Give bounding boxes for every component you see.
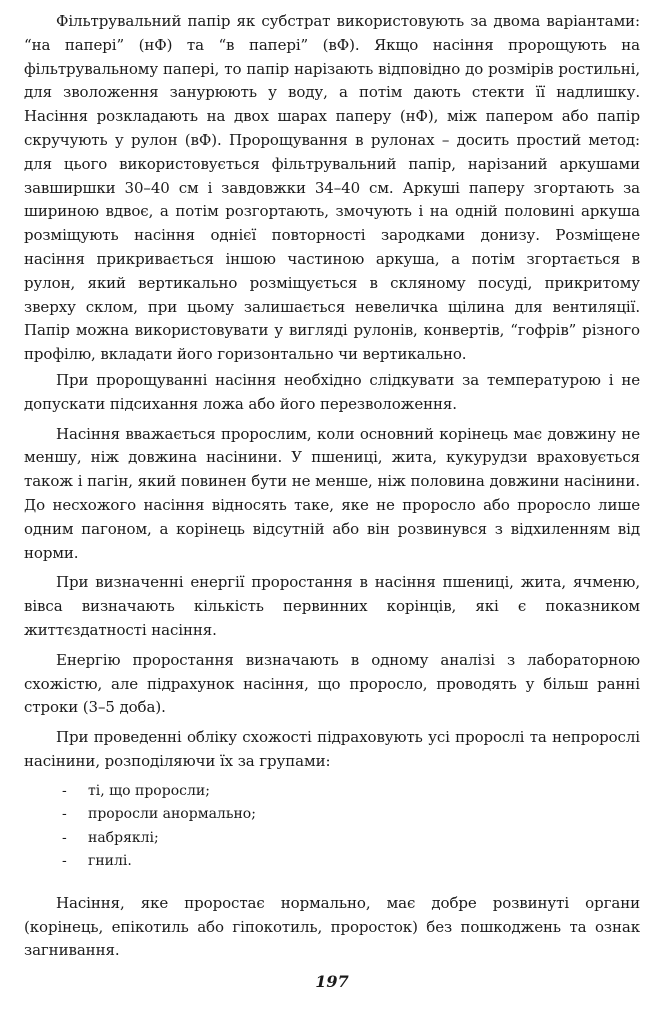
paragraph-sprouted-definition: Насіння вважається пророслим, коли основний корінець має довжину не меншу, ніж довжина насінини. У пшениці, жита, кукурудзи враховується також і пагін, який повинен бути не менше, ніж половина довжини насінини. До несхожого насіння відносять таке, яке не проросло або проросло лише одним пагоном, а корінець відсутній або він розвинувся з відхиленням від норми.	[24, 424, 640, 562]
list-item-text: гнилі.	[88, 853, 132, 870]
paragraph-temperature: При пророщуванні насіння необхідно слідкувати за температурою і не допускати підсихання ложа або його перезволоження.	[24, 370, 640, 413]
list-marker: -	[62, 853, 67, 870]
paragraph-counting: При проведенні обліку схожості підраховують усі пророслі та непророслі насінини, розподіляючи їх за групами:	[24, 728, 640, 770]
list-item	[62, 850, 640, 874]
paragraph-normal-sprouting: Насіння, яке проростає нормально, має добре розвинуті органи (корінець, епікотиль або гіпокотиль, проросток) без пошкоджень та ознак загнивання.	[24, 893, 640, 960]
document-page	[24, 10, 640, 1000]
paragraph-energy-analysis: Енергію проростання визначають в одному аналізі з лабораторною схожістю, але підрахунок насіння, що проросло, проводять у більш ранні строки (3–5 доба).	[24, 650, 640, 717]
list-item	[62, 827, 640, 851]
list-item-text: набряклі;	[88, 829, 159, 846]
list-item-text: ті, що проросли;	[88, 782, 210, 799]
seed-groups-list	[24, 780, 640, 874]
paragraph-germination-energy: При визначенні енергії проростання в насіння пшениці, жита, ячменю, вівса визначають кількість первинних корінців, які є показником життєздатності насіння.	[24, 573, 640, 639]
list-item	[62, 780, 640, 804]
list-marker: -	[62, 829, 67, 846]
list-marker: -	[62, 782, 67, 799]
page-number: 197	[315, 972, 349, 991]
list-item-text: проросли анормально;	[88, 806, 256, 823]
list-marker: -	[62, 806, 67, 823]
list-item	[62, 803, 640, 827]
paragraph-filter-paper: Фільтрувальний папір як субстрат використовують за двома варіантами: “на папері” (нФ) та “в папері” (вФ). Якщо насіння пророщують на фільтрувальному папері, то папір нарізають відповідно до розмірів ростильні, для зволоження занурюють у воду, а потім дають стекти її надлишку. Насіння розкладають на двох шарах паперу (нФ), між папером або папір скручують у рулон (вФ). Пророщування в рулонах – досить простий метод: для цього використовується фільтрувальний папір, нарізаний аркушами завширшки 30–40 см і завдовжки 34–40 см. Аркуші паперу згортають за шириною вдвоє, а потім розгортають, змочують і на одній половині аркуша розміщують насіння однієї повторності зародками донизу. Розміщене насіння прикривається іншою частиною аркуша, а потім згортається в рулон, який вертикально розміщується в скляному посуді, прикритому зверху склом, при цьому залишається невеличка щілина для вентиляції. Папір можна використовувати у вигляді рулонів, конвертів, “гофрів” різного профілю, вкладати його горизонтально чи вертикально.	[24, 12, 640, 364]
